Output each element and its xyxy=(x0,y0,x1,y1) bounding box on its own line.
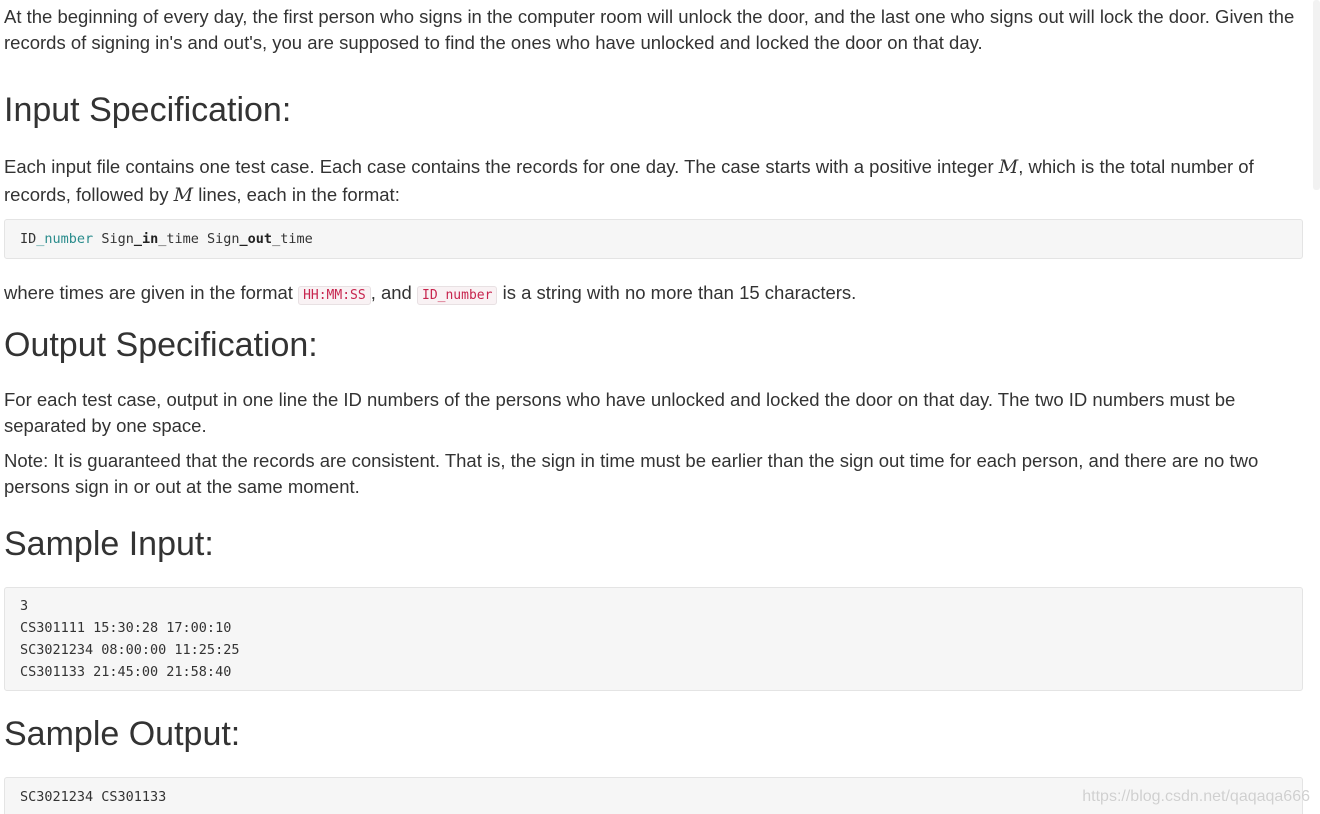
watermark: https://blog.csdn.net/qaqaqa666 xyxy=(1082,788,1310,805)
code-token: _ xyxy=(133,231,142,247)
sample-input-line: CS301133 21:45:00 21:58:40 xyxy=(20,664,232,680)
sample-input-line: SC3021234 08:00:00 11:25:25 xyxy=(20,642,240,658)
code-token: _ xyxy=(239,231,248,247)
code-token: Sign xyxy=(198,231,240,247)
format-code-block xyxy=(4,219,1303,259)
input-spec-paragraph xyxy=(4,153,1303,209)
sample-input-block xyxy=(4,587,1303,691)
time-format-text-2: , and xyxy=(370,282,417,303)
intro-paragraph: At the beginning of every day, the first person who signs in the computer room will unlock the door, and the last one who signs out will lock the door. Given the records of signing in's and out's, you are supposed to find the ones who have unlocked and locked the door on that day. xyxy=(4,6,1295,53)
scrollbar[interactable] xyxy=(1313,0,1320,190)
problem-statement xyxy=(4,4,1303,814)
math-m-symbol: M xyxy=(998,156,1019,178)
output-spec-heading: Output Specification: xyxy=(4,326,318,364)
time-format-text-3: is a string with no more than 15 characters. xyxy=(497,282,857,303)
code-token: Sign xyxy=(93,231,134,247)
time-format-code: HH:MM:SS xyxy=(298,286,371,305)
output-spec-paragraph: For each test case, output in one line the ID numbers of the persons who have unlocked and locked the door on that day. The two ID numbers must be separated by one space. xyxy=(4,389,1236,436)
code-token: _ xyxy=(272,231,281,247)
sample-output-text: SC3021234 CS301133 xyxy=(20,789,167,805)
math-m-symbol: M xyxy=(173,184,194,206)
sample-output-heading: Sample Output: xyxy=(4,715,241,753)
code-keyword-out: out xyxy=(247,231,273,247)
code-token: number xyxy=(44,231,94,247)
time-format-text-1: where times are given in the format xyxy=(4,282,299,303)
code-token: time xyxy=(280,231,313,247)
output-spec-note: Note: It is guaranteed that the records are consistent. That is, the sign in time must be earlier than the sign out time for each person, and there are no two persons sign in or out at the same moment. xyxy=(4,450,1259,497)
code-token: time xyxy=(166,231,199,247)
code-token: ID xyxy=(20,231,37,247)
sample-input-heading: Sample Input: xyxy=(4,525,214,563)
code-token: _ xyxy=(158,231,167,247)
code-keyword-in: in xyxy=(141,231,159,247)
id-number-code: ID_number xyxy=(417,286,497,305)
input-spec-text-2: , which is the total number of records, followed by xyxy=(4,156,1254,205)
sample-input-line: CS301111 15:30:28 17:00:10 xyxy=(20,620,232,636)
sample-input-line: 3 xyxy=(20,598,29,614)
input-spec-heading: Input Specification: xyxy=(4,91,292,129)
input-spec-text-1: Each input file contains one test case. Each case contains the records for one day. The case starts with a positive integer xyxy=(4,156,999,177)
input-spec-text-3: lines, each in the format: xyxy=(193,184,400,205)
code-token: _ xyxy=(36,231,45,247)
time-format-paragraph xyxy=(4,280,1303,309)
